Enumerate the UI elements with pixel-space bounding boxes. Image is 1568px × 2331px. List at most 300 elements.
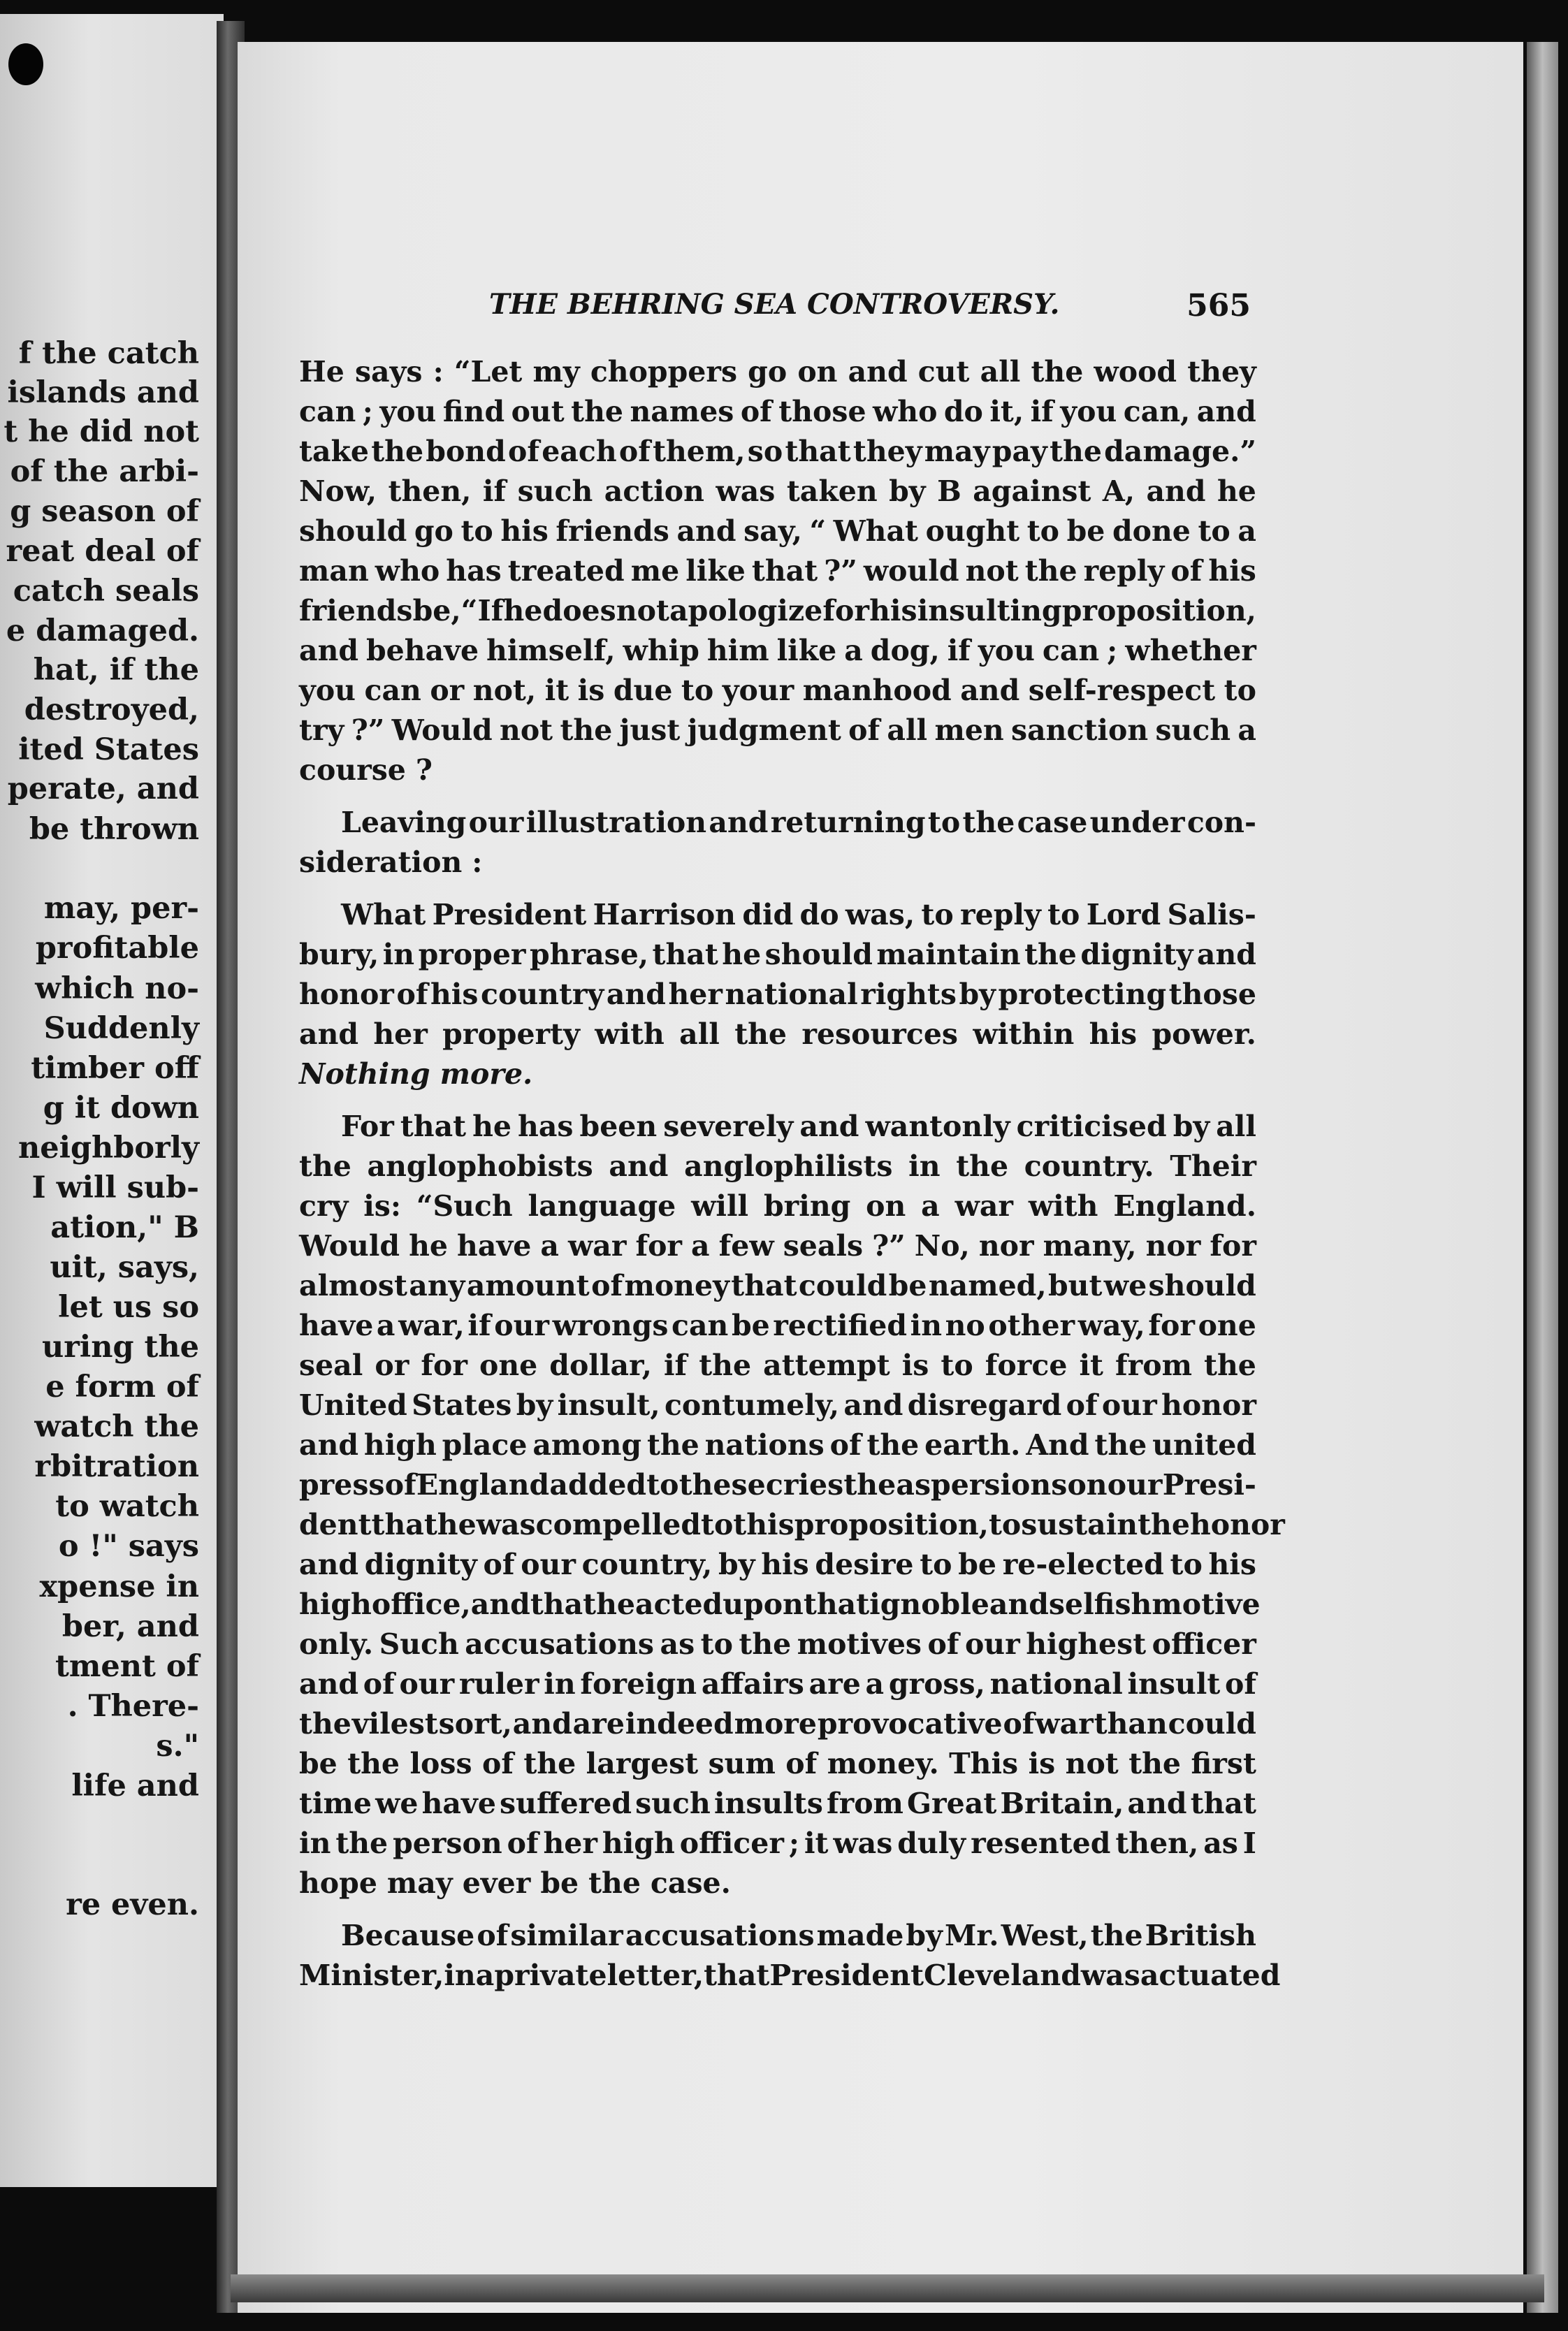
word: Nothing: [299, 1057, 430, 1091]
word: bond: [426, 435, 506, 468]
word: Cleveland: [924, 1959, 1081, 1992]
text-line: [299, 803, 1256, 843]
word: similar: [510, 1919, 623, 1952]
word: be: [958, 1548, 996, 1581]
word: so: [747, 435, 783, 468]
word: whether: [1125, 634, 1256, 667]
word: his: [761, 1548, 809, 1581]
paragraph-gap: [299, 883, 1256, 895]
word: and: [1127, 1787, 1187, 1820]
left-page-line: . There-: [67, 1689, 199, 1724]
word: :: [472, 845, 483, 879]
word: Leaving: [341, 806, 467, 839]
word: motive: [1152, 1588, 1261, 1621]
word: that: [1190, 1787, 1256, 1820]
word: by: [718, 1548, 755, 1581]
word: Now,: [299, 474, 377, 508]
word: dignity: [1080, 938, 1193, 971]
word: nor: [1145, 1229, 1201, 1263]
word: and: [843, 1388, 903, 1422]
word: suffered: [500, 1787, 632, 1820]
text-line: [299, 1306, 1256, 1346]
word: If: [477, 594, 504, 627]
word: ignoble: [869, 1588, 989, 1621]
word: taken: [786, 474, 878, 508]
text-line: [299, 1956, 1281, 1996]
word: bring: [763, 1189, 851, 1223]
word: be: [299, 1747, 337, 1780]
text-line: [299, 1625, 1256, 1664]
word: by: [1173, 1110, 1210, 1143]
word: the: [347, 1747, 400, 1780]
word: a: [844, 634, 863, 667]
word: men: [934, 713, 1004, 747]
word: on: [1067, 1468, 1108, 1502]
word: we: [1103, 1269, 1147, 1302]
word: and: [299, 634, 359, 667]
word: that: [704, 1959, 770, 1992]
word: from: [826, 1787, 903, 1820]
left-page-line: hat, if the: [33, 653, 199, 688]
word: like: [685, 554, 746, 588]
word: than: [1094, 1707, 1168, 1741]
word: amount: [466, 1269, 590, 1302]
word: the: [299, 1707, 351, 1741]
word: should: [1148, 1269, 1256, 1302]
word: he: [596, 1588, 635, 1621]
word: manhood: [802, 674, 952, 707]
word: returning: [770, 806, 926, 839]
word: our: [1107, 1468, 1163, 1502]
word: it,: [989, 395, 1024, 428]
word: from: [1115, 1349, 1192, 1382]
word: our: [494, 1309, 549, 1342]
word: not: [965, 554, 1019, 588]
word: added: [549, 1468, 647, 1502]
word: such: [517, 474, 593, 508]
word: for: [635, 1229, 683, 1263]
word: :: [433, 355, 444, 388]
word: the: [843, 1468, 896, 1502]
word: been: [579, 1110, 658, 1143]
word: due: [613, 674, 673, 707]
word: and: [299, 1667, 359, 1701]
word: Because: [341, 1919, 475, 1952]
word: say,: [743, 514, 802, 548]
word: her: [373, 1017, 428, 1051]
word: many,: [1043, 1229, 1137, 1263]
text-line: [299, 1744, 1256, 1784]
word: sum: [708, 1747, 776, 1780]
word: and: [299, 1428, 359, 1462]
word: force: [985, 1349, 1068, 1382]
word: among: [532, 1428, 642, 1462]
word: be,: [412, 594, 461, 627]
word: to: [646, 1468, 679, 1502]
word: wantonly: [865, 1110, 1010, 1143]
word: behave: [366, 634, 479, 667]
word: A,: [1102, 474, 1135, 508]
word: of: [363, 1667, 395, 1701]
word: rights: [860, 978, 957, 1011]
word: honor: [1161, 1388, 1256, 1422]
page-edge: [1527, 42, 1558, 2313]
text-line: [299, 631, 1256, 671]
word: phrase,: [530, 938, 649, 971]
word: the: [571, 395, 623, 428]
left-page-line: which no-: [35, 971, 199, 1006]
left-page-line: s.": [156, 1729, 199, 1764]
word: done: [1112, 514, 1191, 548]
word: or: [375, 1349, 409, 1382]
word: all: [679, 1017, 720, 1051]
word: Minister,: [299, 1959, 444, 1992]
word: war: [1035, 1707, 1094, 1741]
word: insults: [713, 1787, 823, 1820]
word: our: [521, 1548, 576, 1581]
left-page-line: t he did not: [3, 414, 199, 449]
left-page-line: catch seals: [13, 574, 199, 609]
word: dignity: [364, 1548, 477, 1581]
word: did: [742, 898, 794, 931]
word: me: [630, 554, 680, 588]
word: criticised: [1016, 1110, 1167, 1143]
word: earth.: [924, 1428, 1021, 1462]
word: the: [1094, 1428, 1147, 1462]
word: to: [941, 1349, 973, 1382]
word: Britain,: [1000, 1787, 1124, 1820]
word: find: [442, 395, 505, 428]
word: the: [335, 1827, 389, 1860]
left-page-line: e damaged.: [6, 613, 199, 648]
word: it: [1079, 1349, 1103, 1382]
word: you: [379, 395, 437, 428]
word: President: [432, 898, 587, 931]
word: all: [1216, 1110, 1256, 1143]
word: that: [371, 1508, 437, 1541]
text-line: [299, 1147, 1256, 1186]
left-page-line: let us so: [58, 1290, 199, 1325]
word: or: [430, 674, 465, 707]
word: if: [947, 634, 971, 667]
word: those: [1168, 978, 1256, 1011]
word: con-: [1186, 806, 1256, 839]
word: the: [956, 1149, 1009, 1183]
word: bury,: [299, 938, 379, 971]
word: Such: [379, 1627, 459, 1661]
word: of: [740, 395, 772, 428]
word: disregard: [907, 1388, 1062, 1422]
word: the: [1050, 435, 1102, 468]
word: the: [588, 1866, 641, 1900]
word: attempt: [763, 1349, 890, 1382]
word: united: [1152, 1428, 1256, 1462]
word: that: [530, 1588, 597, 1621]
left-page-line: f the catch: [18, 336, 199, 371]
word: pay: [992, 435, 1047, 468]
word: was: [833, 1827, 893, 1860]
word: is: [577, 674, 605, 707]
text-line: [299, 1266, 1256, 1306]
word: proposition,: [794, 1508, 989, 1541]
word: and: [606, 978, 666, 1011]
word: ought: [925, 514, 1020, 548]
word: have: [299, 1309, 374, 1342]
word: his: [869, 594, 917, 627]
word: and: [709, 806, 769, 839]
word: not: [616, 594, 669, 627]
word: should: [299, 514, 407, 548]
word: Harrison: [593, 898, 736, 931]
left-page-line: rbitration: [34, 1449, 199, 1484]
word: anglophilists: [684, 1149, 893, 1183]
word: is: [1028, 1747, 1056, 1780]
word: of: [384, 1468, 416, 1502]
word: more: [734, 1707, 817, 1741]
word: he: [503, 594, 543, 627]
text-line: [299, 843, 1256, 883]
word: will: [691, 1189, 749, 1223]
word: one: [479, 1349, 538, 1382]
word: the: [523, 1747, 576, 1780]
word: private: [494, 1959, 607, 1992]
word: and: [848, 355, 908, 388]
word: by: [906, 1919, 943, 1952]
word: that: [785, 435, 851, 468]
word: of: [618, 435, 651, 468]
word: of: [508, 435, 539, 468]
word: our: [1101, 1388, 1157, 1422]
word: he: [1217, 474, 1256, 508]
word: reply: [1083, 554, 1165, 588]
text-line: [299, 1107, 1256, 1147]
word: her: [668, 978, 723, 1011]
page-number: 565: [1186, 288, 1251, 324]
word: place: [442, 1428, 528, 1462]
word: the: [739, 1627, 792, 1661]
left-page-line: g it down: [43, 1091, 199, 1126]
word: made: [816, 1919, 904, 1952]
word: action: [604, 474, 704, 508]
word: was: [476, 1508, 536, 1541]
word: ?”: [872, 1229, 906, 1263]
word: in: [544, 1667, 576, 1701]
word: of: [848, 713, 880, 747]
word: him: [706, 634, 769, 667]
word: the: [1024, 938, 1077, 971]
text-line: [299, 1704, 1256, 1744]
word: for: [822, 594, 869, 627]
word: the: [1138, 1508, 1190, 1541]
word: his: [1208, 554, 1256, 588]
word: insult,: [557, 1388, 660, 1422]
word: foreign: [580, 1667, 697, 1701]
word: has: [518, 1110, 574, 1143]
word: they: [1187, 355, 1256, 388]
word: And: [1026, 1428, 1089, 1462]
text-line: [299, 1386, 1256, 1425]
word: against: [973, 474, 1091, 508]
word: do: [799, 898, 839, 931]
word: first: [1191, 1747, 1256, 1780]
word: money.: [827, 1747, 939, 1780]
text-line: [299, 975, 1256, 1015]
word: have: [421, 1787, 496, 1820]
text-line: [299, 1015, 1256, 1054]
left-page-line: I will sub-: [31, 1170, 199, 1205]
word: are: [572, 1707, 625, 1741]
word: resented: [971, 1827, 1111, 1860]
text-line: [299, 551, 1256, 591]
word: be: [1066, 514, 1105, 548]
word: “Let: [453, 355, 523, 388]
word: in: [908, 1149, 941, 1183]
word: is: [901, 1349, 929, 1382]
word: does: [542, 594, 616, 627]
left-page-line: ited States: [18, 732, 199, 767]
left-page-line: to watch: [55, 1489, 199, 1524]
word: of: [1224, 1667, 1256, 1701]
word: as: [1203, 1827, 1238, 1860]
word: by: [959, 978, 996, 1011]
text-line: [299, 895, 1256, 935]
word: I: [1242, 1827, 1256, 1860]
word: they: [852, 435, 922, 468]
word: “: [809, 514, 827, 548]
word: gross,: [888, 1667, 985, 1701]
word: high: [299, 1588, 372, 1621]
word: try: [299, 713, 344, 747]
word: language: [528, 1189, 676, 1223]
word: This: [949, 1747, 1019, 1780]
left-page-line: may, per-: [43, 891, 199, 926]
word: has: [446, 554, 502, 588]
word: those: [778, 395, 866, 428]
word: with: [1028, 1189, 1098, 1223]
word: Presi-: [1162, 1468, 1256, 1502]
text-line: [299, 1346, 1256, 1386]
word: these: [678, 1468, 766, 1502]
word: that: [803, 1588, 870, 1621]
left-page-line: uit, says,: [50, 1250, 199, 1285]
word: ?”: [824, 554, 857, 588]
word: and: [470, 1588, 530, 1621]
word: “Such: [416, 1189, 513, 1223]
paragraph-gap: [299, 1903, 1256, 1916]
word: not: [500, 713, 553, 747]
binding-hole-mark: [8, 43, 43, 85]
word: your: [722, 674, 794, 707]
word: her: [543, 1827, 597, 1860]
left-page-line: re even.: [66, 1887, 199, 1922]
word: to: [1026, 514, 1060, 548]
word: the: [299, 1149, 351, 1183]
text-line: [299, 591, 1256, 631]
word: of: [591, 1269, 623, 1302]
word: judgment: [687, 713, 841, 747]
word: What: [341, 898, 426, 931]
word: a: [475, 1959, 495, 1992]
word: then,: [1115, 1827, 1199, 1860]
word: by: [516, 1388, 553, 1422]
text-line: [299, 1505, 1285, 1545]
word: our: [964, 1627, 1020, 1661]
word: his: [1089, 1017, 1138, 1051]
word: he: [437, 1508, 477, 1541]
word: are: [808, 1667, 861, 1701]
left-page-line: xpense in: [39, 1569, 199, 1604]
word: and: [1196, 938, 1256, 971]
left-page-line: neighborly: [17, 1131, 199, 1166]
word: our: [399, 1667, 455, 1701]
word: accusations: [465, 1627, 655, 1661]
word: motives: [797, 1627, 922, 1661]
word: only.: [299, 1627, 374, 1661]
word: Their: [1170, 1149, 1256, 1183]
word: his: [500, 514, 549, 548]
word: indeed: [625, 1707, 734, 1741]
word: property: [442, 1017, 580, 1051]
word: duly: [897, 1827, 966, 1860]
word: ;: [788, 1827, 800, 1860]
word: power.: [1152, 1017, 1256, 1051]
word: to: [1170, 1548, 1203, 1581]
word: United: [299, 1388, 407, 1422]
word: to: [920, 1548, 952, 1581]
word: have: [457, 1229, 532, 1263]
word: could: [1168, 1707, 1256, 1741]
running-header: [489, 288, 1251, 324]
word: and: [1146, 474, 1206, 508]
word: if: [467, 1309, 491, 1342]
word: of: [829, 1428, 862, 1462]
word: case: [1017, 806, 1088, 839]
word: the: [1128, 1747, 1182, 1780]
word: says: [354, 355, 423, 388]
text-line: [299, 750, 1256, 790]
word: in: [444, 1959, 476, 1992]
word: our: [468, 806, 524, 839]
word: cry: [299, 1189, 349, 1223]
word: on: [797, 355, 838, 388]
text-line: [299, 472, 1256, 511]
word: like: [776, 634, 837, 667]
word: actuated: [1140, 1959, 1281, 1992]
word: was: [1080, 1959, 1140, 1992]
word: officer: [1152, 1627, 1256, 1661]
word: high: [363, 1428, 437, 1462]
word: vilest: [351, 1707, 438, 1741]
word: the: [1204, 1349, 1256, 1382]
word: the: [371, 435, 424, 468]
word: all: [980, 355, 1021, 388]
word: to: [988, 1508, 1022, 1541]
word: his: [430, 978, 479, 1011]
word: that: [400, 1110, 467, 1143]
text-line: [299, 1864, 1256, 1903]
text-line: [299, 511, 1256, 551]
word: would: [863, 554, 959, 588]
word: be: [731, 1309, 770, 1342]
word: and: [1196, 395, 1256, 428]
word: you: [1060, 395, 1117, 428]
left-page-line: Suddenly: [43, 1011, 199, 1046]
word: be: [888, 1269, 927, 1302]
word: reply: [960, 898, 1041, 931]
word: out: [511, 395, 565, 428]
word: Mr.: [944, 1919, 999, 1952]
word: the: [734, 1017, 787, 1051]
